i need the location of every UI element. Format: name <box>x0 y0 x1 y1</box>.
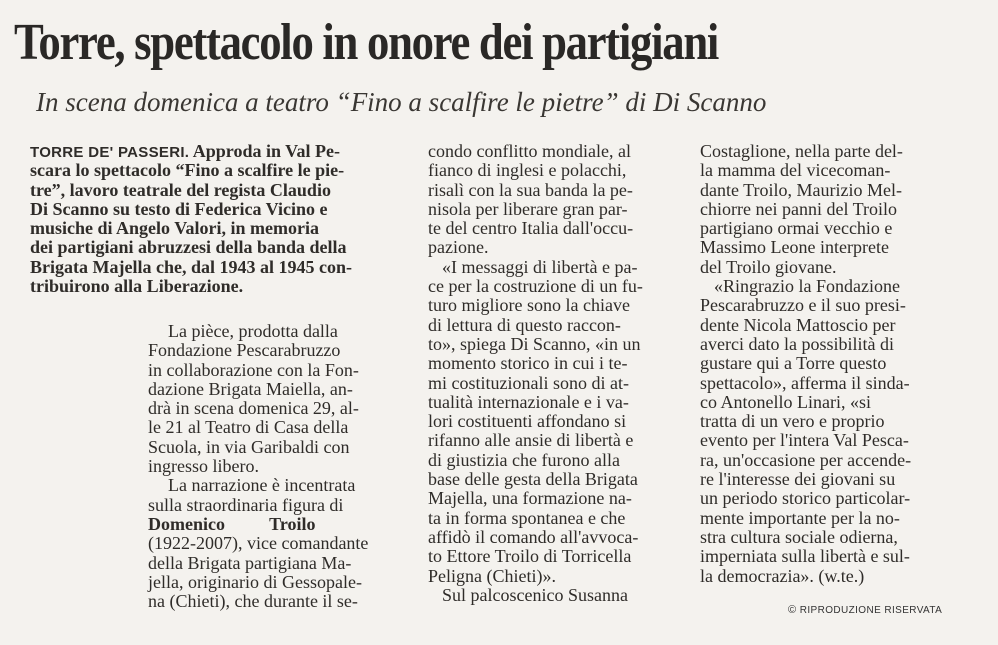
text-line: ce per la costruzione di un fu- <box>428 276 643 297</box>
text-line: gustare qui a Torre questo <box>700 353 887 374</box>
subtitle: In scena domenica a teatro “Fino a scalfire le pietre” di Di Scanno <box>36 87 767 117</box>
text-line: «Ringrazio la Fondazione <box>714 276 900 297</box>
text-line: co Antonello Linari, «si <box>700 391 871 412</box>
copyright-symbol: © <box>788 604 797 616</box>
text-line: le 21 al Teatro di Casa della <box>148 417 349 438</box>
text-line: te del centro Italia dall'occu- <box>428 218 634 239</box>
text-line: tratta di un vero e proprio <box>700 411 885 432</box>
text-line: Majella, una formazione na- <box>428 488 632 509</box>
lead-line: tre”, lavoro teatrale del regista Claudio <box>30 179 331 200</box>
lead-paragraph <box>30 142 425 296</box>
text-line: imperniata sulla libertà e sul- <box>700 546 910 567</box>
text-line: ra, un'occasione per accende- <box>700 449 912 470</box>
text-line: drà in scena domenica 29, al- <box>148 398 359 419</box>
text-line: rifanno alle ansie di libertà e <box>428 430 634 451</box>
text-line: base delle gesta della Brigata <box>428 469 638 490</box>
lead-line: dei partigiani abruzzesi della banda della <box>30 237 347 258</box>
lead-line: scara lo spettacolo “Fino a scalfire le pie- <box>30 160 345 181</box>
dateline: TORRE DE' PASSERI. <box>30 144 190 161</box>
text-line: «I messaggi di libertà e pa- <box>442 256 638 277</box>
text-line: Scuola, in via Garibaldi con <box>148 436 350 457</box>
text-line: (1922-2007), vice comandante <box>148 533 369 554</box>
lead-line: tribuirono alla Liberazione. <box>30 276 244 297</box>
text-line: Fondazione Pescarabruzzo <box>148 340 341 361</box>
text-line: Domenico Troilo <box>148 513 316 534</box>
text-line: jella, originario di Gessopale- <box>148 571 362 592</box>
text-line: stra cultura sociale odierna, <box>700 526 898 547</box>
text-line: to Ettore Troilo di Torricella <box>428 546 632 567</box>
text-line: la democrazia». (w.te.) <box>700 565 865 586</box>
text-line: condo conflitto mondiale, al <box>428 141 631 161</box>
text-line: mi costituzionali sono di at- <box>428 372 629 393</box>
text-line: ta in forma spontanea e che <box>428 507 626 528</box>
text-line: lori costituenti affondano si <box>428 411 627 432</box>
text-line: pazione. <box>428 237 489 258</box>
lead-line: Di Scanno su testo di Federica Vicino e <box>30 198 328 219</box>
text-line: di giustizia che furono alla <box>428 449 620 470</box>
text-line: in collaborazione con la Fon- <box>148 359 359 380</box>
text-line: dente Nicola Mattoscio per <box>700 314 896 335</box>
text-line: un periodo storico particolar- <box>700 488 911 509</box>
text-line: chiorre nei panni del Troilo <box>700 198 897 219</box>
text-line: to», spiega Di Scanno, «in un <box>428 333 641 354</box>
text-line: turo migliore sono la chiave <box>428 295 630 316</box>
text-line: fianco di inglesi e polacchi, <box>428 160 627 181</box>
text-line: dazione Brigata Maiella, an- <box>148 378 353 399</box>
text-line: evento per l'intera Val Pesca- <box>700 430 909 451</box>
column-3 <box>700 142 962 586</box>
text-line: La pièce, prodotta dalla <box>168 321 338 341</box>
text-line: La narrazione è incentrata <box>168 475 356 496</box>
text-line: re l'interesse dei giovani su <box>700 469 896 490</box>
text-line: partigiano ormai vecchio e <box>700 218 893 239</box>
text-line: Pescarabruzzo e il suo presi- <box>700 295 906 316</box>
text-line: momento storico in cui i te- <box>428 353 628 374</box>
text-line: nisola per liberare gran par- <box>428 198 628 219</box>
text-line: mente importante per la no- <box>700 507 900 528</box>
text-line: Massimo Leone interprete <box>700 237 889 258</box>
text-line: affidò il comando all'avvoca- <box>428 526 639 547</box>
text-line: dante Troilo, Maurizio Mel- <box>700 179 902 200</box>
text-line: della Brigata partigiana Ma- <box>148 552 352 573</box>
text-line: del Troilo giovane. <box>700 256 837 277</box>
text-line: tualità internazionale e i va- <box>428 391 629 412</box>
copyright-text: RIPRODUZIONE RISERVATA <box>799 605 943 616</box>
text-line: risalì con la sua banda la pe- <box>428 179 633 200</box>
lead-line: musiche di Angelo Valori, in memoria <box>30 218 320 239</box>
text-line: la mamma del vicecoman- <box>700 160 891 181</box>
text-line: spettacolo», afferma il sinda- <box>700 372 910 393</box>
text-line: ingresso libero. <box>148 456 259 477</box>
text-line: Sul palcoscenico Susanna <box>442 584 628 605</box>
text-line: di lettura di questo raccon- <box>428 314 621 335</box>
lead-line: Approda in Val Pe- <box>189 141 340 161</box>
text-line: Costaglione, nella parte del- <box>700 141 903 161</box>
headline: Torre, spettacolo in onore dei partigiani <box>14 14 719 71</box>
text-line: na (Chieti), che durante il se- <box>148 591 358 612</box>
column-1 <box>148 322 418 611</box>
text-line: sulla straordinaria figura di <box>148 494 344 515</box>
column-2 <box>428 142 693 605</box>
text-line: averci dato la possibilità di <box>700 333 894 354</box>
lead-line: Brigata Majella che, dal 1943 al 1945 con- <box>30 256 352 277</box>
text-line: Peligna (Chieti)». <box>428 565 556 586</box>
copyright-notice <box>788 604 942 616</box>
